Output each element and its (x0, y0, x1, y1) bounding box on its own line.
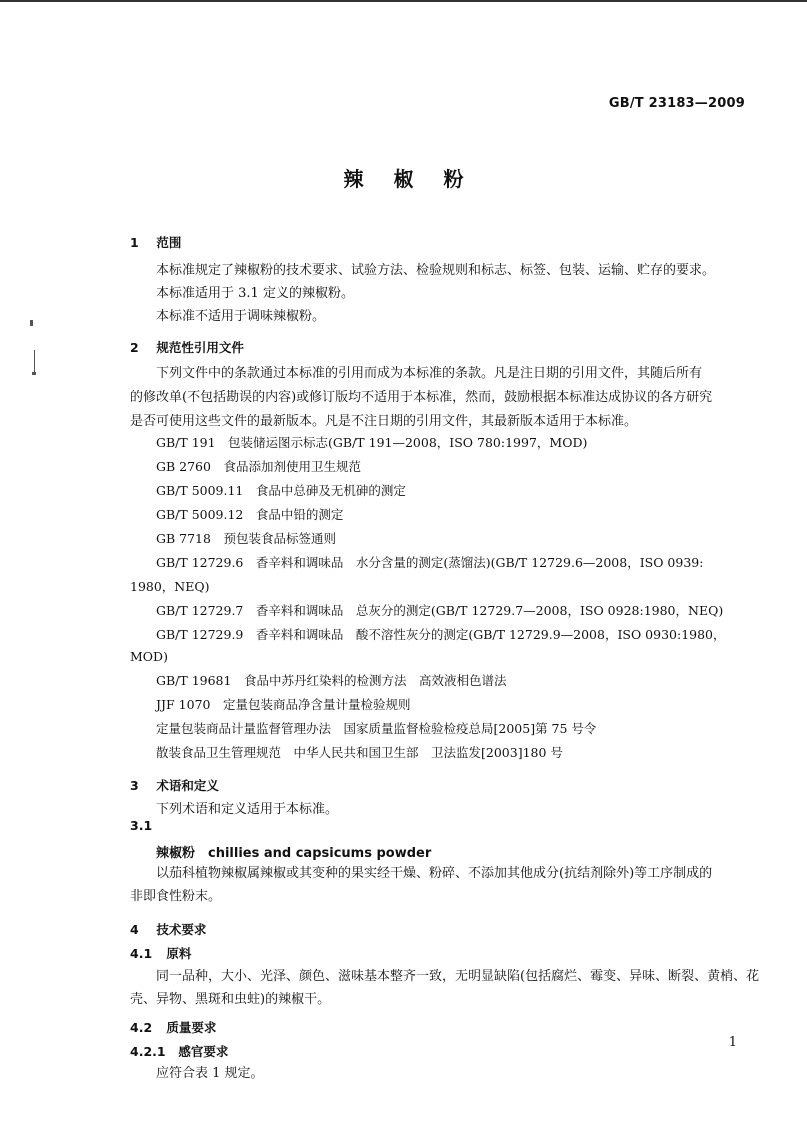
section-4-1-line-2: 壳、异物、黑斑和虫蛀)的辣椒干。 (130, 992, 331, 1007)
scan-speck (32, 372, 36, 375)
ref-item: 定量包装商品计量监督管理办法 国家质量监督检验检疫总局[2005]第 75 号令 (156, 721, 597, 736)
ref-item: GB/T 12729.6 香辛料和调味品 水分含量的测定(蒸馏法)(GB/T 12729.6—2008，ISO 0939: (156, 555, 704, 570)
section-3-heading: 3 术语和定义 (130, 778, 219, 793)
section-4-1-line-1: 同一品种，大小、光泽、颜色、滋味基本整齐一致，无明显缺陷(包括腐烂、霉变、异味、断裂、黄梢、花 (156, 969, 760, 984)
section-1-line-3: 本标准不适用于调味辣椒粉。 (156, 309, 326, 324)
ref-item: GB/T 5009.12 食品中铅的测定 (156, 507, 344, 522)
term-definition-line-1: 以茄科植物辣椒属辣椒或其变种的果实经干燥、粉碎、不添加其他成分(抗结剂除外)等工序制成的 (156, 866, 713, 881)
ref-item: GB/T 19681 食品中苏丹红染料的检测方法 高效液相色谱法 (156, 673, 507, 688)
ref-item: GB/T 191 包装储运图示标志(GB/T 191—2008，ISO 780:1997，MOD) (156, 435, 588, 450)
subsection-4-1-heading: 4.1 原料 (130, 946, 192, 961)
scan-speck (30, 320, 33, 326)
section-2-intro-3: 是否可使用这些文件的最新版本。凡是不注日期的引用文件，其最新版本适用于本标准。 (130, 414, 638, 429)
ref-item: GB 2760 食品添加剂使用卫生规范 (156, 459, 361, 474)
section-1-heading: 1 范围 (130, 235, 182, 250)
section-1-line-2: 本标准适用于 3.1 定义的辣椒粉。 (156, 286, 354, 301)
ref-item-continued: MOD) (130, 649, 168, 664)
standard-number: GB/T 23183—2009 (608, 96, 745, 111)
section-2-heading: 2 规范性引用文件 (130, 340, 244, 355)
ref-item: 散装食品卫生管理规范 中华人民共和国卫生部 卫法监发[2003]180 号 (156, 745, 563, 760)
ref-item: JJF 1070 定量包装商品净含量计量检验规则 (156, 697, 411, 712)
term-definition-line-2: 非即食性粉末。 (130, 889, 222, 904)
scan-speck (34, 350, 35, 372)
term-chillies-powder: 辣椒粉 chillies and capsicums powder (156, 846, 432, 861)
subsection-4-2-heading: 4.2 质量要求 (130, 1020, 217, 1035)
document-title: 辣椒粉 (343, 167, 494, 191)
section-4-heading: 4 技术要求 (130, 922, 207, 937)
subsection-3-1-number: 3.1 (130, 818, 153, 833)
section-2-intro-2: 的修改单(不包括勘误的内容)或修订版均不适用于本标准，然而，鼓励根据本标准达成协议的各方研究 (130, 390, 713, 405)
ref-item: GB/T 5009.11 食品中总砷及无机砷的测定 (156, 483, 406, 498)
section-2-intro-1: 下列文件中的条款通过本标准的引用而成为本标准的条款。凡是注日期的引用文件，其随后所有 (156, 366, 703, 381)
ref-item: GB/T 12729.7 香辛料和调味品 总灰分的测定(GB/T 12729.7—2008，ISO 0928:1980，NEQ) (156, 603, 724, 618)
page-number: 1 (728, 1035, 737, 1050)
ref-item-continued: 1980，NEQ) (130, 579, 210, 594)
section-3-intro: 下列术语和定义适用于本标准。 (156, 802, 339, 817)
subsection-4-2-1-heading: 4.2.1 感官要求 (130, 1044, 229, 1059)
scan-edge (0, 0, 807, 2)
ref-item: GB/T 12729.9 香辛料和调味品 酸不溶性灰分的测定(GB/T 12729.9—2008，ISO 0930:1980， (156, 627, 726, 642)
section-1-line-1: 本标准规定了辣椒粉的技术要求、试验方法、检验规则和标志、标签、包装、运输、贮存的要求。 (156, 263, 716, 278)
section-4-2-1-line: 应符合表 1 规定。 (156, 1066, 264, 1081)
ref-item: GB 7718 预包装食品标签通则 (156, 531, 336, 546)
